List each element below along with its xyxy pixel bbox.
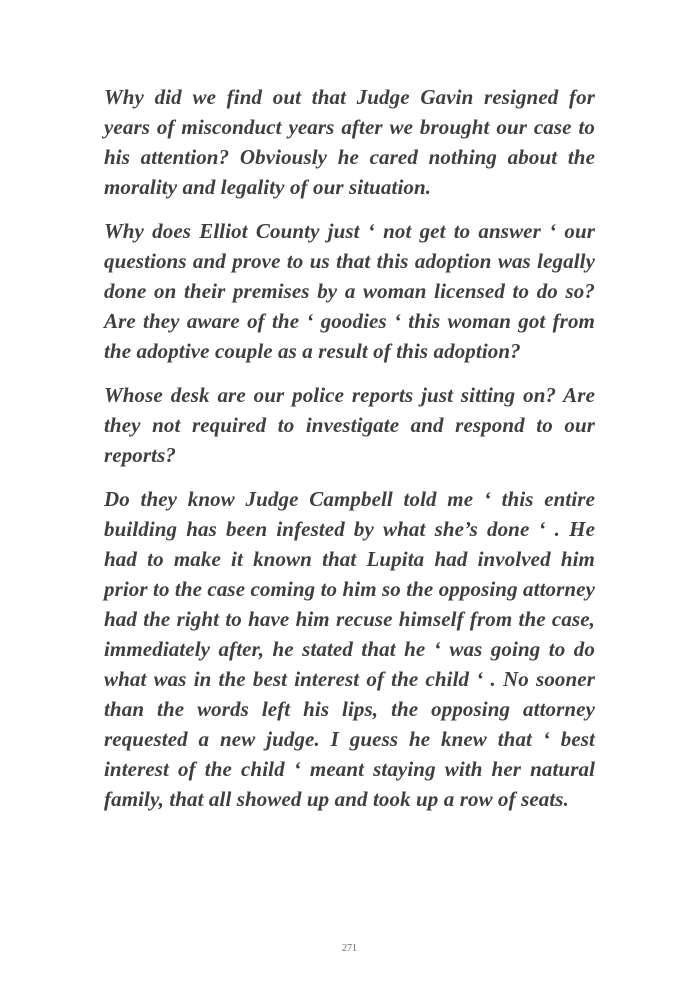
paragraph-judge-gavin: Why did we find out that Judge Gavin resigned for years of misconduct years after we brought our case to his attention? Obviously he cared nothing about the morality and legality of our situation. [104, 85, 595, 199]
page-number: 271 [342, 943, 357, 954]
paragraph-elliot-county: Why does Elliot County just ‘ not get to answer ‘ our questions and prove to us that this adoption was legally done on their premises by a woman licensed to do so? Are they aware of the ‘ goodies ‘ this woman got from the adoptive couple as a result of this adoption? [104, 219, 595, 363]
paragraph-judge-campbell: Do they know Judge Campbell told me ‘ this entire building has been infested by what she’s done ‘ . He had to make it known that Lupita had involved him prior to the case coming to him so the opposing attorney had the right to have him recuse himself from the case, immediately after, he stated that he ‘ was going to do what was in the best interest of the child ‘ . No sooner than the words left his lips, the opposing attorney requested a new judge. I guess he knew that ‘ best interest of the child ‘ meant staying with her natural family, that all showed up and took up a row of seats. [104, 487, 595, 811]
paragraph-police-reports: Whose desk are our police reports just sitting on? Are they not required to investigate and respond to our reports? [104, 383, 595, 467]
body-text [104, 82, 595, 828]
